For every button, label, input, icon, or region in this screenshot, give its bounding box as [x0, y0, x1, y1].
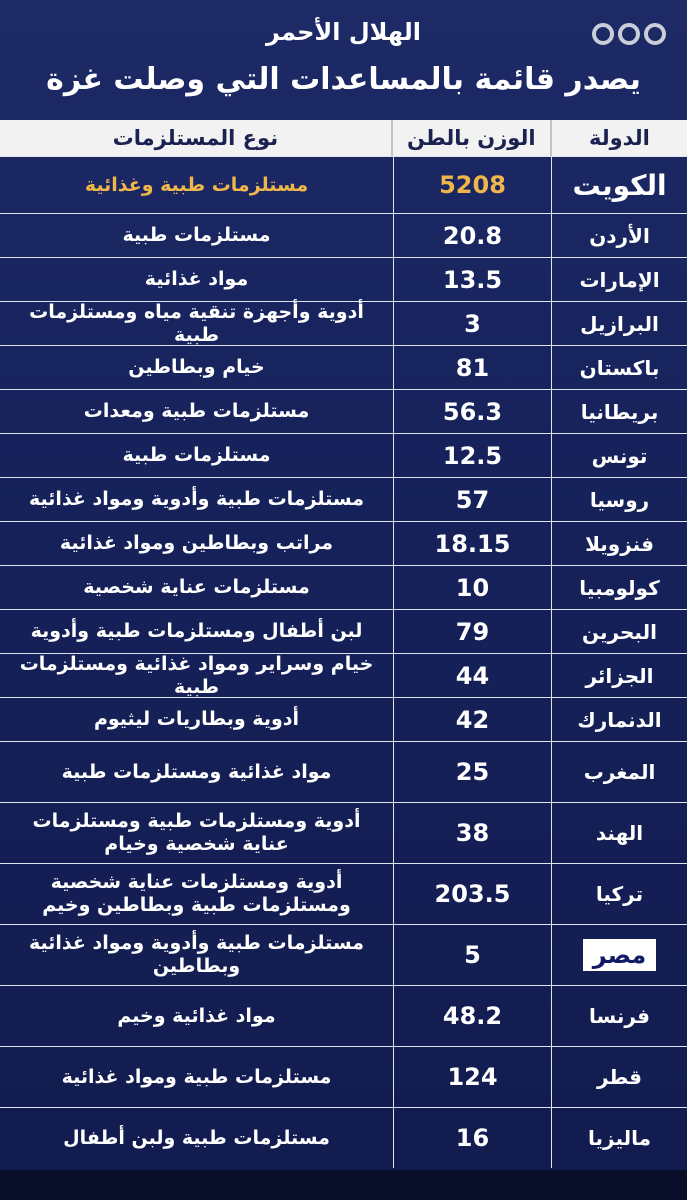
country-cell: ماليزيا	[551, 1108, 687, 1168]
weight-cell: 42	[393, 698, 551, 741]
table-row	[0, 1107, 687, 1168]
table-row	[0, 863, 687, 924]
table-row	[0, 802, 687, 863]
country-cell: الأردن	[551, 214, 687, 257]
country-cell: تركيا	[551, 864, 687, 924]
aid-table	[0, 120, 687, 1168]
table-row	[0, 301, 687, 345]
table-row	[0, 521, 687, 565]
weight-cell: 18.15	[393, 522, 551, 565]
table-row	[0, 433, 687, 477]
table-row	[0, 741, 687, 802]
country-cell: المغرب	[551, 742, 687, 802]
weight-cell: 25	[393, 742, 551, 802]
weight-cell: 124	[393, 1047, 551, 1107]
table-row	[0, 156, 687, 213]
table-row	[0, 985, 687, 1046]
country-cell: تونس	[551, 434, 687, 477]
type-cell: مستلزمات طبية وأدوية ومواد غذائية	[29, 488, 364, 511]
country-cell: البحرين	[551, 610, 687, 653]
type-cell: مواد غذائية وخيم	[117, 1004, 276, 1027]
type-cell: أدوية وبطاريات ليثيوم	[93, 708, 300, 731]
table-row	[0, 345, 687, 389]
table-row	[0, 924, 687, 985]
country-cell	[551, 925, 687, 985]
type-cell: مواد غذائية ومستلزمات طبية	[61, 760, 332, 783]
country-cell: الجزائر	[551, 654, 687, 697]
country-cell: بريطانيا	[551, 390, 687, 433]
country-cell: الدنمارك	[551, 698, 687, 741]
weight-cell: 10	[393, 566, 551, 609]
weight-cell: 3	[393, 302, 551, 345]
weight-cell: 38	[393, 803, 551, 863]
table-row	[0, 1046, 687, 1107]
weight-cell: 48.2	[393, 986, 551, 1046]
type-cell: أدوية ومستلزمات عناية شخصية ومستلزمات طبية وبطاطين وخيم	[42, 871, 351, 916]
country-cell: فنزويلا	[551, 522, 687, 565]
weight-cell: 16	[393, 1108, 551, 1168]
country-cell: باكستان	[551, 346, 687, 389]
country-cell: روسيا	[551, 478, 687, 521]
weight-cell: 57	[393, 478, 551, 521]
weight-cell: 44	[393, 654, 551, 697]
table-row	[0, 653, 687, 697]
table-row	[0, 257, 687, 301]
type-cell: مستلزمات طبية	[122, 224, 271, 247]
table-row	[0, 697, 687, 741]
weight-cell: 81	[393, 346, 551, 389]
weight-cell: 203.5	[393, 864, 551, 924]
bottom-strip	[0, 1170, 687, 1200]
type-cell: خيام وسراير ومواد غذائية ومستلزمات طبية	[19, 652, 374, 698]
type-cell: لبن أطفال ومستلزمات طبية وأدوية	[30, 620, 363, 643]
type-cell: مستلزمات طبية وغذائية	[84, 173, 309, 196]
column-header-weight: الوزن بالطن	[391, 120, 550, 156]
page-title: الهلال الأحمر	[266, 18, 421, 46]
type-cell: مستلزمات طبية	[122, 444, 271, 467]
table-row	[0, 477, 687, 521]
type-cell: مستلزمات طبية ومواد غذائية	[61, 1065, 332, 1088]
country-cell: فرنسا	[551, 986, 687, 1046]
weight-cell: 5208	[393, 157, 551, 213]
type-cell: مستلزمات طبية ومعدات	[83, 400, 310, 423]
type-cell: مستلزمات طبية ولبن أطفال	[63, 1126, 330, 1149]
country-cell: الهند	[551, 803, 687, 863]
type-cell: مواد غذائية	[144, 268, 249, 291]
weight-cell: 20.8	[393, 214, 551, 257]
page-subtitle: يصدر قائمة بالمساعدات التي وصلت غزة	[46, 62, 641, 97]
column-header-country: الدولة	[550, 120, 687, 156]
country-cell: الإمارات	[551, 258, 687, 301]
type-cell: أدوية ومستلزمات طبية ومستلزمات عناية شخصية وخيام	[32, 810, 361, 855]
type-cell: مستلزمات طبية وأدوية ومواد غذائية وبطاطين	[29, 932, 364, 977]
type-cell: أدوية وأجهزة تنقية مياه ومستلزمات طبية	[29, 300, 364, 346]
country-cell: قطر	[551, 1047, 687, 1107]
type-cell: خيام وبطاطين	[128, 356, 265, 379]
table-header	[0, 120, 687, 156]
country-cell: كولومبيا	[551, 566, 687, 609]
weight-cell: 5	[393, 925, 551, 985]
country-cell: البرازيل	[551, 302, 687, 345]
weight-cell: 56.3	[393, 390, 551, 433]
weight-cell: 79	[393, 610, 551, 653]
weight-cell: 13.5	[393, 258, 551, 301]
egypt-label-box: مصر	[583, 939, 656, 971]
type-cell: مراتب وبطاطين ومواد غذائية	[59, 532, 334, 555]
weight-cell: 12.5	[393, 434, 551, 477]
table-row	[0, 565, 687, 609]
table-row	[0, 389, 687, 433]
column-header-type: نوع المستلزمات	[112, 126, 279, 150]
type-cell: مستلزمات عناية شخصية	[83, 576, 310, 599]
table-row	[0, 213, 687, 257]
table-row	[0, 609, 687, 653]
country-cell: الكويت	[551, 157, 687, 213]
